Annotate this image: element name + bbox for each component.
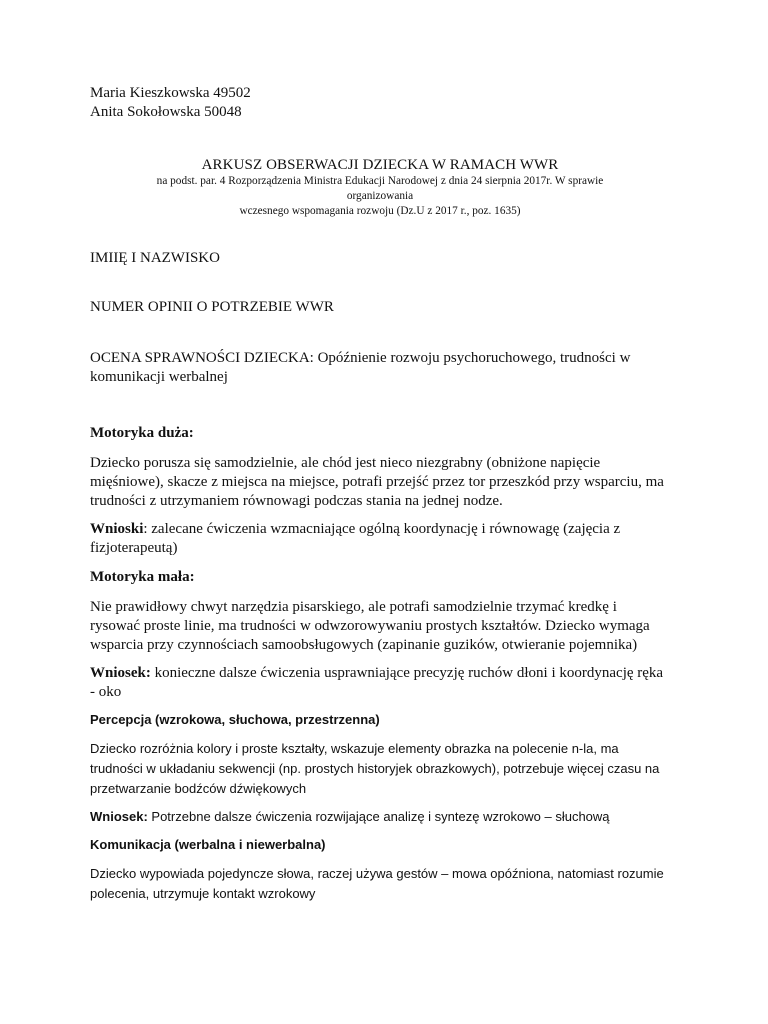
document-subtitle-line: na podst. par. 4 Rozporządzenia Ministra Edukacji Narodowej z dnia 24 sierpnia 2017r. W sprawie — [156, 175, 604, 187]
section-heading-fine-motor: Motoryka mała: — [90, 569, 195, 585]
assessment-value: Opóźnienie rozwoju psychoruchowego, trudności w komunikacji werbalnej — [90, 350, 631, 385]
field-opinion-number: NUMER OPINII O POTRZEBIE WWR — [90, 299, 334, 315]
conclusion-label: Wniosek: — [90, 809, 148, 824]
title-block — [90, 156, 670, 219]
authors-block — [90, 84, 670, 122]
conclusion-label: Wnioski — [90, 521, 144, 537]
author-line: Maria Kieszkowska 49502 — [90, 85, 251, 101]
section-conclusion-fine-motor — [90, 664, 670, 702]
section-conclusion-perception — [90, 807, 670, 827]
document-subtitle-line: organizowania — [346, 190, 414, 202]
section-heading-perception: Percepcja (wzrokowa, słuchowa, przestrzenna) — [90, 712, 380, 727]
section-text-gross-motor: Dziecko porusza się samodzielnie, ale chód jest nieco niezgrabny (obniżone napięcie mięśniowe), skacze z miejsca na miejsce, potrafi przejść przez tor przeszkód przy wsparciu, ma trudności z utrzymaniem równowagi podczas stania na jednej nodze. — [90, 455, 664, 509]
section-heading-gross-motor: Motoryka duża: — [90, 425, 194, 441]
field-child-name: IMIIĘ I NAZWISKO — [90, 250, 220, 266]
section-text-communication: Dziecko wypowiada pojedyncze słowa, raczej używa gestów – mowa opóźniona, natomiast rozumie polecenia, utrzymuje kontakt wzrokowy — [90, 866, 664, 901]
conclusion-text: : zalecane ćwiczenia wzmacniające ogólną koordynację i równowagę (zajęcia z fizjoterapeutą) — [90, 521, 621, 556]
document-title: ARKUSZ OBSERWACJI DZIECKA W RAMACH WWR — [201, 157, 559, 173]
section-text-perception: Dziecko rozróżnia kolory i proste kształty, wskazuje elementy obrazka na polecenie n-la, ma trudności w układaniu sekwencji (np. prostych historyjek obrazkowych), potrzebuje więcej czasu na przetwarzanie bodźców dźwiękowych — [90, 741, 660, 796]
section-conclusion-gross-motor — [90, 520, 670, 558]
section-text-fine-motor: Nie prawidłowy chwyt narzędzia pisarskiego, ale potrafi samodzielnie trzymać kredkę i rysować proste linie, ma trudności w odwzorowywaniu prostych kształtów. Dziecko wymaga wsparcia przy czynnościach samoobsługowych (zapinanie guzików, otwieranie pojemnika) — [90, 599, 650, 653]
assessment-label: OCENA SPRAWNOŚCI DZIECKA: — [90, 350, 314, 366]
conclusion-text: konieczne dalsze ćwiczenia usprawniające precyzję ruchów dłoni i koordynację ręka - oko — [90, 665, 664, 700]
author-line: Anita Sokołowska 50048 — [90, 104, 242, 120]
document-subtitle-line: wczesnego wspomagania rozwoju (Dz.U z 2017 r., poz. 1635) — [239, 205, 521, 217]
section-heading-communication: Komunikacja (werbalna i niewerbalna) — [90, 837, 326, 852]
conclusion-label: Wniosek: — [90, 665, 151, 681]
field-assessment — [90, 349, 670, 387]
conclusion-text: Potrzebne dalsze ćwiczenia rozwijające analizę i syntezę wzrokowo – słuchową — [147, 809, 610, 824]
document-page — [90, 84, 670, 904]
